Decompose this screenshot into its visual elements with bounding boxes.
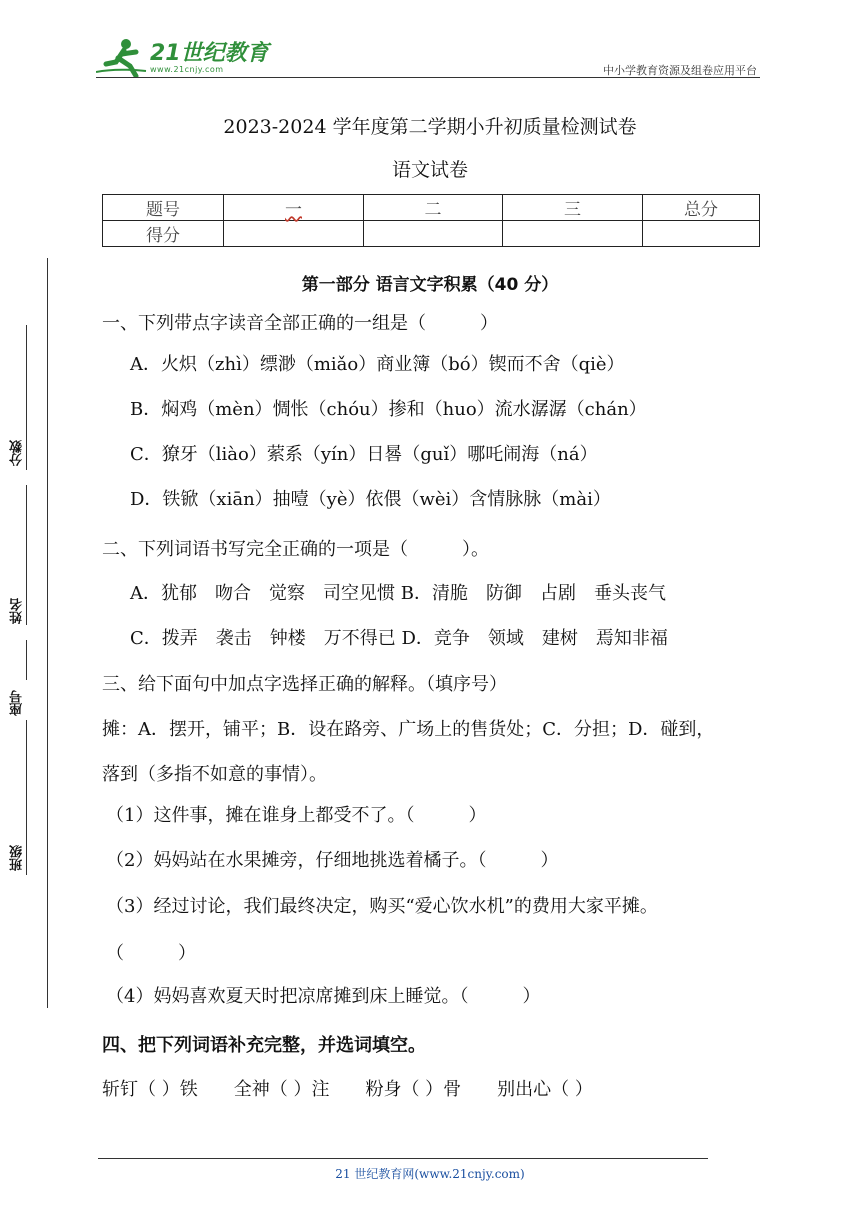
footer-link[interactable]: 21 世纪教育网(www.21cnjy.com) xyxy=(335,1167,525,1181)
q2-options-ab: A．犹郁 吻合 觉察 司空见惯 B．清脆 防御 占剧 垂头丧气 xyxy=(130,583,666,604)
side-label-name: 姓名 xyxy=(10,598,25,624)
q3-item-1: （1）这件事，摊在谁身上都受不了。（ ） xyxy=(106,805,487,826)
exam-subtitle: 语文试卷 xyxy=(391,159,468,181)
score-input-cell[interactable] xyxy=(224,221,364,247)
table-cell-text: 一 xyxy=(285,200,302,220)
question-2-stem: 二、下列词语书写完全正确的一项是（ ）。 xyxy=(102,539,489,560)
question-1-stem: 一、下列带点字读音全部正确的一组是（ ） xyxy=(102,313,498,334)
table-cell: 得分 xyxy=(103,221,224,247)
score-table-score-row xyxy=(103,221,760,247)
score-table xyxy=(102,194,760,247)
q1-option-b: B．焖鸡（mèn）惆怅（chóu）掺和（huo）流水潺潺（chán） xyxy=(130,399,647,420)
score-input-cell[interactable] xyxy=(503,221,643,247)
side-label-class: 班级 xyxy=(10,845,25,871)
section-title: 第一部分 语言文字积累（40 分） xyxy=(301,275,559,295)
question-4-stem: 四、把下列词语补充完整，并选词填空。 xyxy=(102,1035,426,1056)
table-cell: 二 xyxy=(364,195,503,221)
table-cell: 总分 xyxy=(643,195,760,221)
q3-item-3-answer: （ ） xyxy=(106,943,196,964)
q3-definition-line-2: 落到（多指不如意的事情）。 xyxy=(102,764,327,785)
q3-definition-line-1: 摊：A．摆开，铺平；B．设在路旁、广场上的售货处；C．分担；D．碰到， xyxy=(102,719,715,740)
side-label-score: 分数 xyxy=(10,440,25,466)
score-input-cell[interactable] xyxy=(643,221,760,247)
logo-text: 21世纪教育 xyxy=(150,40,269,66)
header-divider xyxy=(96,77,760,78)
q3-item-2: （2）妈妈站在水果摊旁，仔细地挑选着橘子。（ ） xyxy=(106,850,559,871)
question-3-stem: 三、给下面句中加点字选择正确的解释。（填序号） xyxy=(102,674,507,695)
table-cell: 题号 xyxy=(103,195,224,221)
q2-options-cd: C．拨弄 袭击 钟楼 万不得已 D．竞争 领域 建树 焉知非福 xyxy=(130,628,668,649)
q3-item-3: （3）经过讨论，我们最终决定，购买“爱心饮水机”的费用大家平摊。 xyxy=(106,896,658,917)
footer-divider xyxy=(98,1158,708,1159)
q1-option-c: C．獠牙（liào）萦系（yín）日晷（guǐ）哪吒闹海（ná） xyxy=(130,444,598,465)
site-logo xyxy=(96,38,269,78)
binding-line xyxy=(47,258,48,1008)
runner-logo-icon xyxy=(96,38,148,78)
exam-title: 2023-2024 学年度第二学期小升初质量检测试卷 xyxy=(223,116,637,138)
score-table-header-row xyxy=(103,195,760,221)
q4-words: 斩钉（ ）铁 全神（ ）注 粉身（ ）骨 别出心（ ） xyxy=(102,1079,593,1100)
score-input-cell[interactable] xyxy=(364,221,503,247)
q3-item-4: （4）妈妈喜欢夏天时把凉席摊到床上睡觉。（ ） xyxy=(106,986,541,1007)
fill-line xyxy=(26,640,27,680)
q1-option-a: A．火炽（zhì）缥渺（miǎo）商业簿（bó）锲而不舍（qiè） xyxy=(130,354,625,375)
q1-option-d: D．铁锨（xiān）抽噎（yè）依偎（wèi）含情脉脉（mài） xyxy=(130,489,611,510)
platform-name: 中小学教育资源及组卷应用平台 xyxy=(603,64,757,77)
table-cell xyxy=(224,195,364,221)
table-cell: 三 xyxy=(503,195,643,221)
side-label-seat: 座号 xyxy=(10,690,25,716)
logo-url: www.21cnjy.com xyxy=(150,64,224,74)
